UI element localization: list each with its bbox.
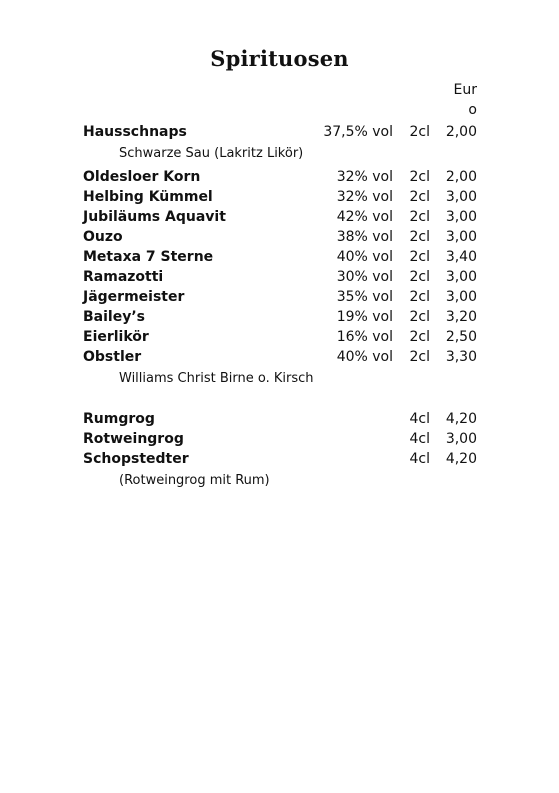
menu-item <box>83 267 477 287</box>
item-vol: 35% vol <box>336 289 393 305</box>
item-name: Obstler <box>83 349 142 365</box>
menu-item <box>83 207 477 227</box>
item-vol: 40% vol <box>336 349 393 365</box>
item-name: Metaxa 7 Sterne <box>83 249 214 265</box>
section-divider <box>83 392 477 409</box>
item-name: Rotweingrog <box>83 431 184 447</box>
item-name: Jubiläums Aquavit <box>83 209 226 225</box>
item-size: 2cl <box>409 124 430 140</box>
item-vol: 30% vol <box>336 269 393 285</box>
item-vol: 32% vol <box>336 189 393 205</box>
item-size: 2cl <box>409 249 430 265</box>
item-note: Schwarze Sau (Lakritz Likör) <box>119 146 304 161</box>
item-name: Oldesloer Korn <box>83 169 201 185</box>
item-size: 2cl <box>409 169 430 185</box>
item-price: 3,00 <box>445 209 477 225</box>
item-price: 2,00 <box>445 124 477 140</box>
item-size: 2cl <box>409 289 430 305</box>
item-size: 4cl <box>409 411 430 427</box>
item-price: 4,20 <box>445 451 477 467</box>
item-price: 2,50 <box>445 329 477 345</box>
item-price: 3,00 <box>445 189 477 205</box>
item-name: Schopstedter <box>83 451 189 467</box>
item-size: 2cl <box>409 229 430 245</box>
item-note: (Rotweingrog mit Rum) <box>119 473 270 488</box>
menu-item <box>83 187 477 207</box>
item-name: Rumgrog <box>83 411 155 427</box>
menu-item <box>83 122 477 142</box>
item-name: Ouzo <box>83 229 123 245</box>
menu-item <box>83 409 477 429</box>
item-size: 2cl <box>409 329 430 345</box>
item-vol: 42% vol <box>336 209 393 225</box>
price-list <box>83 122 477 494</box>
item-vol: 38% vol <box>336 229 393 245</box>
item-name: Bailey’s <box>83 309 145 325</box>
item-name: Ramazotti <box>83 269 164 285</box>
item-note: Williams Christ Birne o. Kirsch <box>119 371 314 386</box>
item-size: 2cl <box>409 189 430 205</box>
item-vol: 32% vol <box>336 169 393 185</box>
item-price: 3,00 <box>445 229 477 245</box>
menu-item <box>83 287 477 307</box>
item-price: 3,40 <box>445 249 477 265</box>
item-vol: 37,5% vol <box>323 124 393 140</box>
item-vol: 40% vol <box>336 249 393 265</box>
item-price: 4,20 <box>445 411 477 427</box>
item-size: 2cl <box>409 269 430 285</box>
item-name: Jägermeister <box>83 289 185 305</box>
item-vol: 19% vol <box>336 309 393 325</box>
item-price: 3,00 <box>445 289 477 305</box>
item-size: 2cl <box>409 209 430 225</box>
menu-item <box>83 347 477 367</box>
item-size: 4cl <box>409 431 430 447</box>
menu-item <box>83 449 477 469</box>
page-title: Spirituosen <box>210 46 349 71</box>
menu-item <box>83 307 477 327</box>
item-price: 3,00 <box>445 431 477 447</box>
item-price: 2,00 <box>445 169 477 185</box>
item-price: 3,00 <box>445 269 477 285</box>
item-size: 4cl <box>409 451 430 467</box>
item-size: 2cl <box>409 349 430 365</box>
menu-item <box>83 429 477 449</box>
menu-item <box>83 227 477 247</box>
item-price: 3,30 <box>445 349 477 365</box>
currency-header: Euro <box>453 82 477 118</box>
menu-item <box>83 167 477 187</box>
item-vol: 16% vol <box>336 329 393 345</box>
item-name: Eierlikör <box>83 329 149 345</box>
item-price: 3,20 <box>445 309 477 325</box>
item-name: Helbing Kümmel <box>83 189 213 205</box>
item-name: Hausschnaps <box>83 124 187 140</box>
item-size: 2cl <box>409 309 430 325</box>
menu-item <box>83 247 477 267</box>
menu-item <box>83 327 477 347</box>
